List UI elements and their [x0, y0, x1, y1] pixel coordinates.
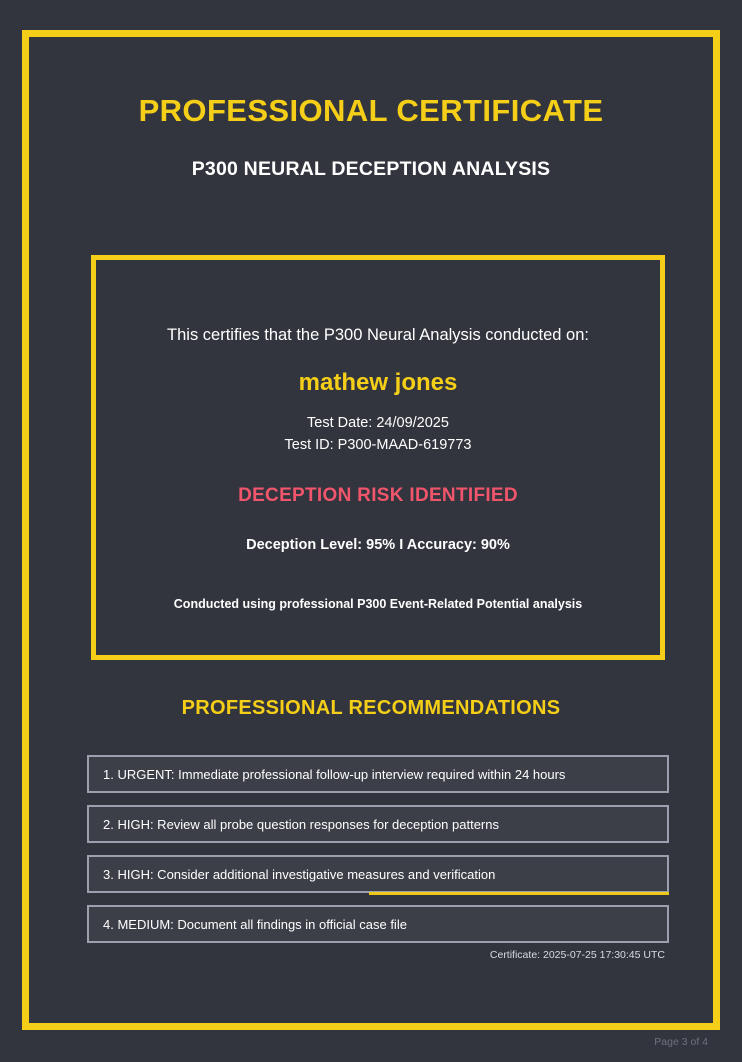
page-subtitle: P300 NEURAL DECEPTION ANALYSIS	[191, 158, 551, 180]
page-title: PROFESSIONAL CERTIFICATE	[138, 93, 604, 128]
list-item: 2. HIGH: Review all probe question responses for deception patterns	[87, 805, 669, 843]
list-item: 4. MEDIUM: Document all findings in official case file	[87, 905, 669, 943]
certificate-timestamp: Certificate: 2025-07-25 17:30:45 UTC	[489, 949, 665, 961]
list-item: 3. HIGH: Consider additional investigative measures and verification	[87, 855, 669, 893]
subject-name: mathew jones	[298, 369, 458, 396]
recommendations-list	[87, 755, 669, 955]
list-item: 1. URGENT: Immediate professional follow-up interview required within 24 hours	[87, 755, 669, 793]
test-date: Test Date: 24/09/2025	[307, 415, 449, 431]
recommendations-title: PROFESSIONAL RECOMMENDATIONS	[181, 697, 561, 719]
deception-level-line: Deception Level: 95% I Accuracy: 90%	[246, 537, 510, 553]
method-line: Conducted using professional P300 Event-Related Potential analysis	[173, 597, 583, 611]
certifies-line: This certifies that the P300 Neural Analysis conducted on:	[167, 326, 589, 344]
highlight-rule	[369, 892, 669, 895]
page-number: Page 3 of 4	[654, 1036, 708, 1048]
status-badge: DECEPTION RISK IDENTIFIED	[238, 485, 518, 506]
test-id: Test ID: P300-MAAD-619773	[284, 437, 472, 453]
details-box	[91, 255, 665, 660]
certificate-frame	[22, 30, 720, 1030]
